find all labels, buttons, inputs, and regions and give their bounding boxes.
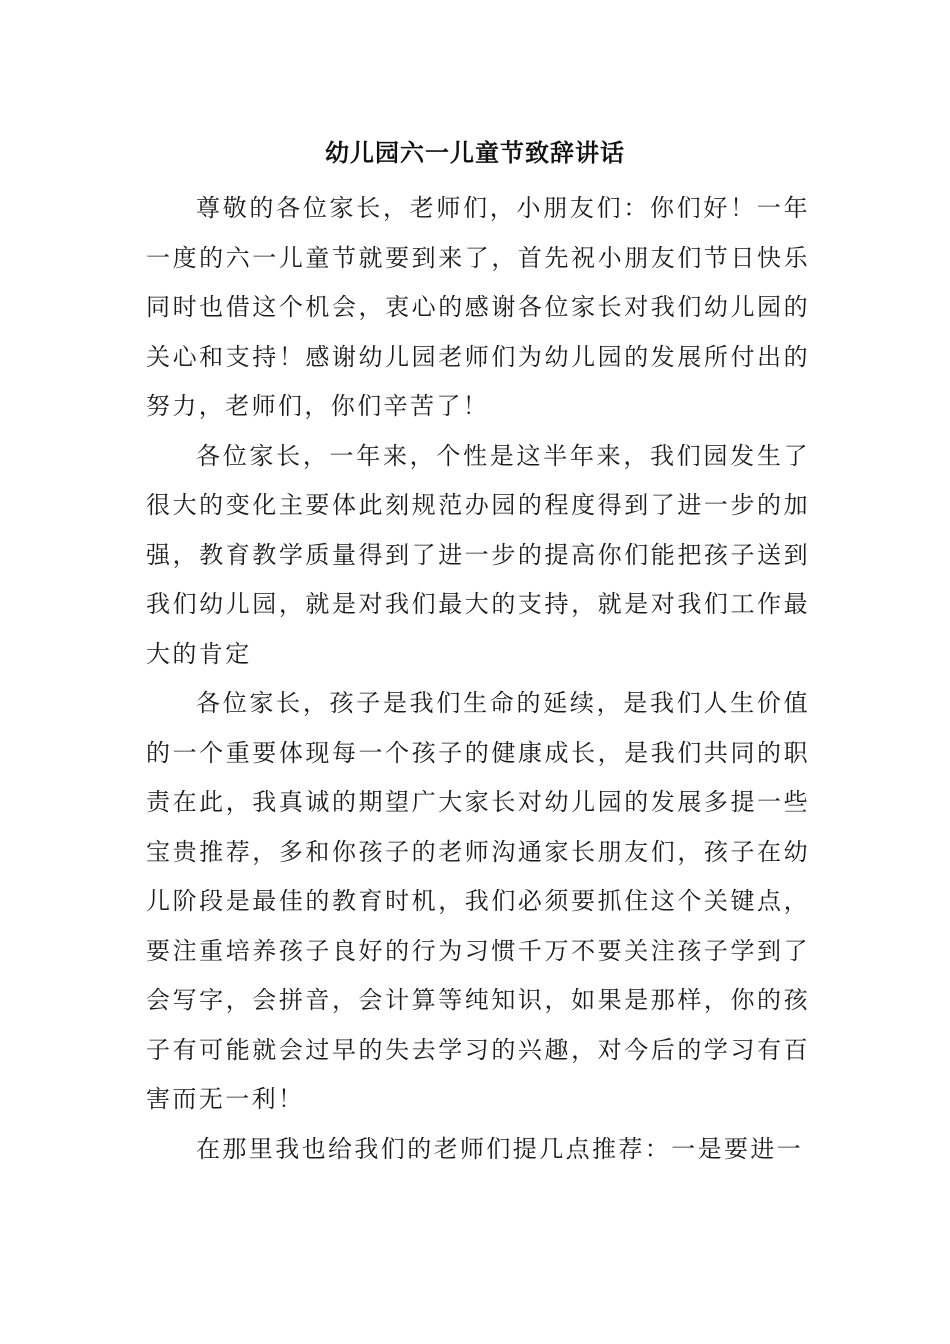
document-body: [146, 184, 810, 1174]
paragraph-parents: 各位家长，孩子是我们生命的延续，是我们人生价值的一个重要体现每一个孩子的健康成长，是我们共同的职责在此，我真诚的期望广大家长对幼儿园的发展多提一些宝贵推荐，多和你孩子的老师沟通家长朋友们，孩子在幼儿阶段是最佳的教育时机，我们必须要抓住这个关键点，要注重培养孩子良好的行为习惯千万不要关注孩子学到了会写字，会拼音，会计算等纯知识，如果是那样，你的孩子有可能就会过早的失去学习的兴趣，对今后的学习有百害而无一利！: [146, 689, 810, 1113]
paragraph-greeting: 尊敬的各位家长，老师们，小朋友们：你们好！一年一度的六一儿童节就要到来了，首先祝小朋友们节日快乐同时也借这个机会，衷心的感谢各位家长对我们幼儿园的关心和支持！感谢幼儿园老师们为幼儿园的发展所付出的努力，老师们，你们辛苦了！: [146, 194, 810, 420]
paragraph-progress: 各位家长，一年来，个性是这半年来，我们园发生了很大的变化主要体此刻规范办园的程度得到了进一步的加强，教育教学质量得到了进一步的提高你们能把孩子送到我们幼儿园，就是对我们最大的支持，就是对我们工作最大的肯定: [146, 441, 810, 668]
paragraph-teachers: 在那里我也给我们的老师们提几点推荐：一是要进一: [196, 1134, 804, 1163]
document-title: 幼儿园六一儿童节致辞讲话: [325, 139, 625, 167]
